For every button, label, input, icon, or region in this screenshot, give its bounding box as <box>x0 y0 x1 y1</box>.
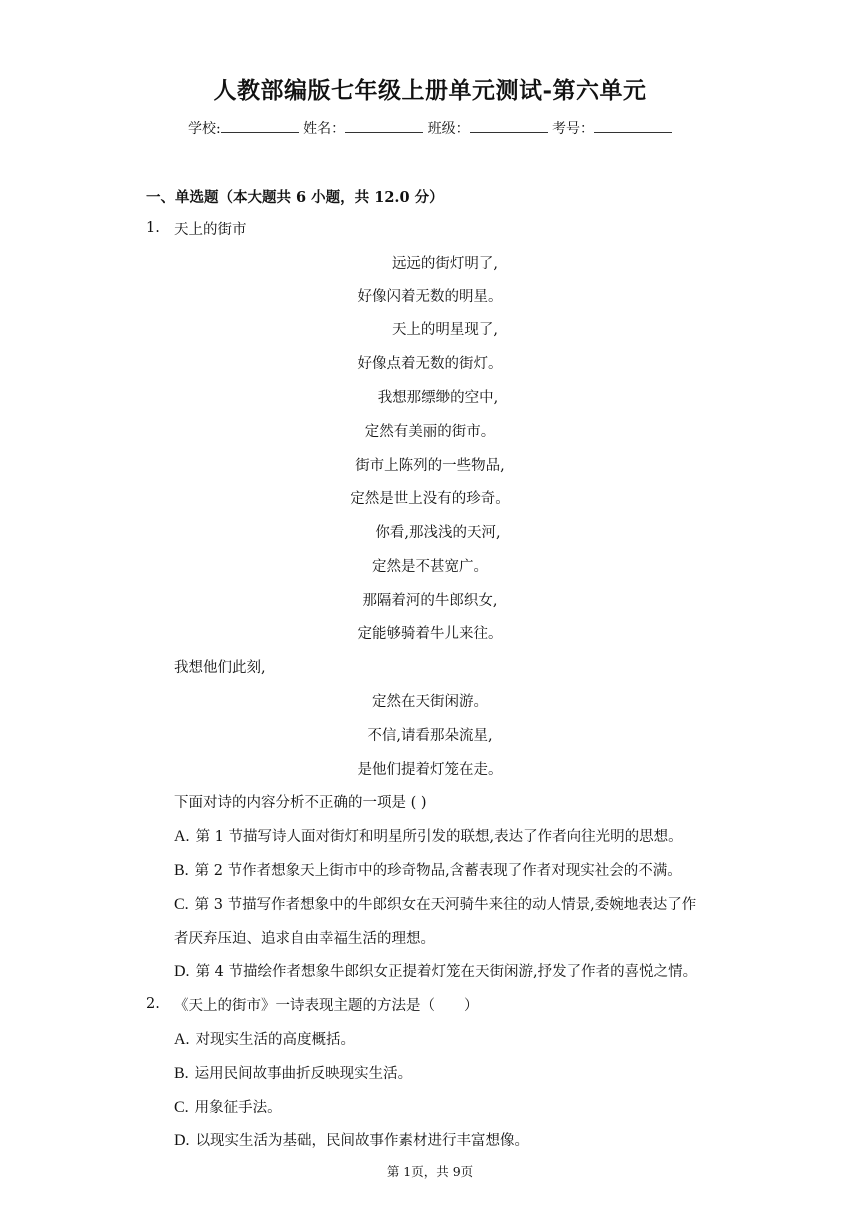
question-1-option-a[interactable] <box>174 827 683 847</box>
option-letter: C. <box>174 896 189 913</box>
poem-line: 定然有美丽的街市。 <box>364 424 496 440</box>
option-text: 用象征手法。 <box>194 1100 282 1116</box>
section-heading: 一、单选题（本大题共 6 小题，共 12.0 分） <box>146 189 444 206</box>
student-info-line <box>0 118 860 138</box>
document-title: 人教部编版七年级上册单元测试-第六单元 <box>213 77 647 104</box>
page-footer: 第 1页，共 9页 <box>386 1164 474 1179</box>
option-letter: A. <box>174 828 190 845</box>
question-2-number: 2. <box>146 996 160 1012</box>
option-text: 第 3 节描写作者想象中的牛郎织女在天河骑牛来往的动人情景,委婉地表达了作 <box>194 897 697 913</box>
option-letter: D. <box>174 963 190 980</box>
option-text: 运用民间故事曲折反映现实生活。 <box>194 1066 413 1082</box>
question-2-option-c[interactable] <box>174 1098 282 1118</box>
question-1-number: 1. <box>146 220 160 236</box>
poem-line: 远远的街灯明了, <box>391 256 499 272</box>
question-2-option-a[interactable] <box>174 1030 355 1050</box>
poem-line: 街市上陈列的一些物品, <box>355 458 505 474</box>
question-1-option-c-continued: 者厌弃压迫、追求自由幸福生活的理想。 <box>174 931 435 947</box>
poem-line: 那隔着河的牛郎织女, <box>362 593 498 609</box>
question-2-option-b[interactable] <box>174 1064 412 1084</box>
poem-line: 我想那缥缈的空中, <box>377 390 499 406</box>
name-blank <box>345 120 423 133</box>
question-1-option-c[interactable] <box>174 895 696 915</box>
poem-line: 好像点着无数的街灯。 <box>357 356 503 372</box>
poem-line: 是他们提着灯笼在走。 <box>357 762 503 778</box>
poem-left-line: 我想他们此刻, <box>174 660 266 676</box>
option-letter: C. <box>174 1099 189 1116</box>
option-letter: A. <box>174 1031 190 1048</box>
option-letter: D. <box>174 1132 190 1149</box>
poem-line: 定然是世上没有的珍奇。 <box>350 491 510 507</box>
option-text: 第 1 节描写诗人面对街灯和明星所引发的联想,表达了作者向往光明的思想。 <box>195 829 683 845</box>
option-text: 以现实生活为基础，民间故事作素材进行丰富想像。 <box>195 1133 530 1149</box>
option-letter: B. <box>174 1065 189 1082</box>
name-label: 姓名： <box>303 121 346 137</box>
exam-number-blank <box>594 120 672 133</box>
option-text: 第 4 节描绘作者想象牛郎织女正提着灯笼在天街闲游,抒发了作者的喜悦之情。 <box>195 964 698 980</box>
school-blank <box>221 120 299 133</box>
exam-number-label: 考号： <box>552 121 595 137</box>
poem-line: 不信,请看那朵流星, <box>367 728 493 744</box>
question-1-stem: 下面对诗的内容分析不正确的一项是 ( ) <box>174 795 427 811</box>
poem-line: 定然是不甚宽广。 <box>372 559 488 575</box>
school-label: 学校: <box>187 121 221 137</box>
class-blank <box>470 120 548 133</box>
poem-line: 定能够骑着牛儿来往。 <box>357 626 503 642</box>
poem-line: 天上的明星现了, <box>391 322 499 338</box>
option-letter: B. <box>174 862 189 879</box>
poem-line: 好像闪着无数的明星。 <box>357 289 503 305</box>
question-1-title: 天上的街市 <box>174 222 247 238</box>
question-1-option-d[interactable] <box>174 962 697 982</box>
question-2-stem: 《天上的街市》一诗表现主题的方法是（ ） <box>174 998 479 1014</box>
question-1-option-b[interactable] <box>174 861 682 881</box>
option-text: 第 2 节作者想象天上街市中的珍奇物品,含蓄表现了作者对现实社会的不满。 <box>194 863 682 879</box>
poem-line: 定然在天街闲游。 <box>372 694 488 710</box>
class-label: 班级： <box>427 121 470 137</box>
poem-line: 你看,那浅浅的天河, <box>375 525 501 541</box>
option-text: 对现实生活的高度概括。 <box>195 1032 356 1048</box>
question-2-option-d[interactable] <box>174 1131 529 1151</box>
